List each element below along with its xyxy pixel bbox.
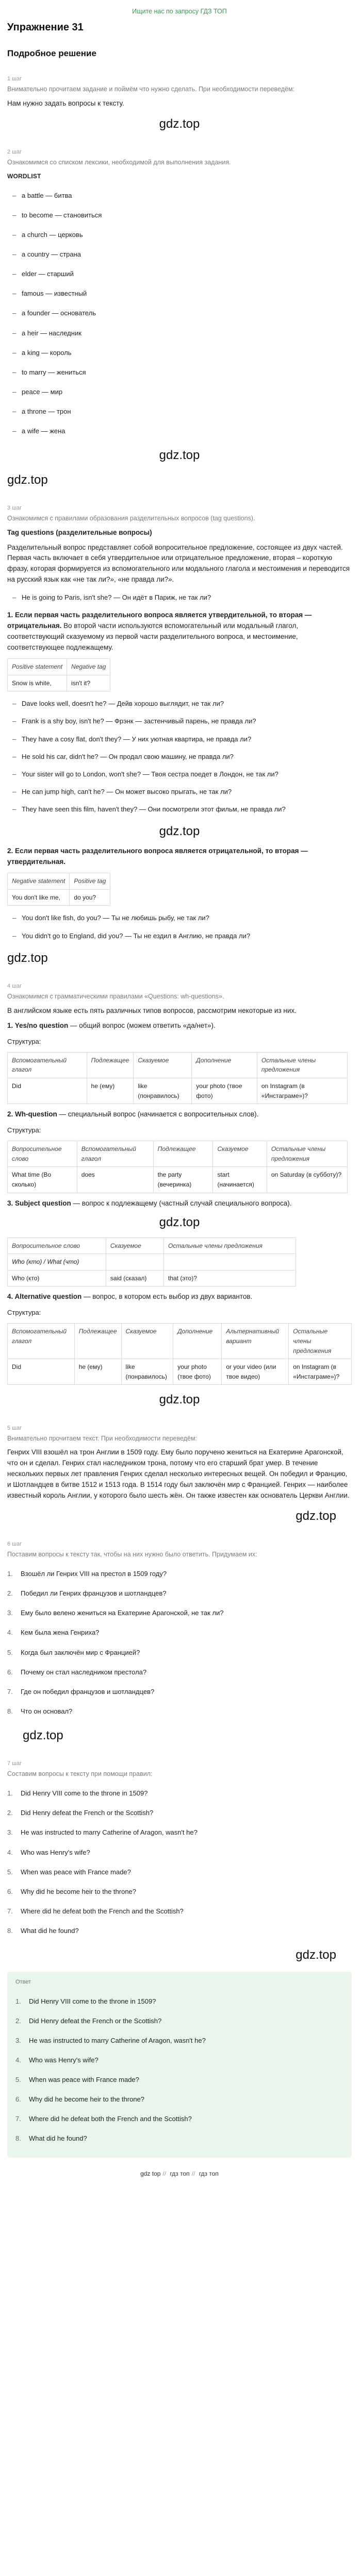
table-header: Остальные члены предложения <box>257 1052 347 1078</box>
example-item: – He is going to Paris, isn't she? — Он идёт в Париж, не так ли? <box>7 592 352 603</box>
step-description: Внимательно прочитаем задание и поймём что нужно сделать. При необходимости переведём: <box>7 86 295 93</box>
example-list <box>7 699 352 815</box>
word-item: – a king — король <box>7 348 352 358</box>
watermark: gdz.top <box>7 951 48 965</box>
rule-bold: 1. Yes/no question <box>7 1021 69 1029</box>
list-item: 6. Why did he become heir to the throne? <box>7 1887 137 1895</box>
structure-label: Структура: <box>7 1037 41 1045</box>
table-header: Альтернативный вариант <box>222 1324 289 1359</box>
footer: gdz top // гдз топ // гдз топ <box>140 2170 219 2177</box>
rule-text <box>7 1021 352 1031</box>
rule-text <box>7 1109 352 1120</box>
list-item: 6. Почему он стал наследником престола? <box>7 1668 147 1676</box>
footer-link[interactable]: гдз топ <box>170 2170 190 2177</box>
rule-bold: 2. Wh-question <box>7 1110 57 1118</box>
answer-box <box>7 1972 352 2157</box>
rule-rest: Во второй части используются вспомогательный или модальный глагол, соответствующий сказуемому из первой части разделительного вопроса, и местоимение, соответствующее подлежащему. <box>7 622 299 652</box>
table-cell: Did <box>8 1359 75 1385</box>
word-item: – a battle — битва <box>7 191 352 201</box>
step-description: Ознакомимся со списком лексики, необходимой для выполнения задания. <box>7 159 231 166</box>
step-label: 6 шаг <box>7 1541 22 1548</box>
table-header: Negative statement <box>8 873 70 890</box>
step-label: 2 шаг <box>7 149 22 156</box>
example-item: – He sold his car, didn't he? — Он продал свою машину, не правда ли? <box>7 752 352 762</box>
word-item: – a country — страна <box>7 249 352 260</box>
example-item: – You don't like fish, do you? — Ты не любишь рыбу, не так ли? <box>7 913 352 923</box>
rule-heading: Tag questions (разделительные вопросы) <box>7 528 152 536</box>
table-cell: does <box>77 1167 153 1193</box>
example-item: – You didn't go to England, did you? — Ты не ездил в Англию, не правда ли? <box>7 931 352 941</box>
tag-table <box>7 873 110 906</box>
rule-bold: 3. Subject question <box>7 1199 71 1207</box>
table-cell: he (ему) <box>74 1359 121 1385</box>
table-header: Вспомогательный глагол <box>77 1141 153 1167</box>
table-cell: isn't it? <box>67 675 110 691</box>
rule-rest: — вопрос к подлежащему (частный случай специального вопроса). <box>71 1199 292 1207</box>
rule-text: В английском языке есть пять различных типов вопросов, рассмотрим некоторые из них. <box>7 1006 297 1014</box>
watermark: gdz.top <box>159 1215 200 1230</box>
table-header: Вспомогательный глагол <box>8 1324 75 1359</box>
table-cell: do you? <box>70 889 110 906</box>
promo-banner <box>7 0 352 16</box>
word-item: – famous — известный <box>7 289 352 299</box>
promo-link[interactable]: Ищите нас по запросу ГДЗ ТОП <box>132 8 227 15</box>
table-cell: or your video (или твое видео) <box>222 1359 289 1385</box>
table-cell: Who (кто) / What (что) <box>8 1254 106 1270</box>
table-cell: on Saturday (в субботу)? <box>267 1167 347 1193</box>
table-cell: that (это)? <box>163 1270 296 1286</box>
word-item: – to marry — жениться <box>7 367 352 378</box>
footer-link[interactable]: gdz top <box>140 2170 161 2177</box>
table-cell: your photo (твое фото) <box>173 1359 222 1385</box>
question-list-ru <box>7 1569 352 1717</box>
page-title: Упражнение 31 <box>7 22 84 33</box>
table-cell: Snow is white, <box>8 675 67 691</box>
rule-text: Разделительный вопрос представляет собой вопросительное предложение, состоящее из двух частей. Первая часть включает в себя утвердительное или отрицательное предложение, вторая – короткую фразу, которая формируется из вспомогательного или модального глагола и местоимения и переводится на русский язык как «не так ли?», «не правда ли?». <box>7 543 350 584</box>
rule-bold: 4. Alternative question <box>7 1293 82 1301</box>
table-header: Подлежащее <box>153 1141 213 1167</box>
table-cell <box>163 1254 296 1270</box>
list-item: 7. Where did he defeat both the French and the Scottish? <box>7 1907 184 1915</box>
list-item: 2. Did Henry defeat the French or the Scottish? <box>15 2016 162 2025</box>
table-header: Сказуемое <box>121 1324 173 1359</box>
list-item: 5. When was peace with France made? <box>7 1868 131 1876</box>
watermark: gdz.top <box>159 824 200 839</box>
list-item: 4. Кем была жена Генриха? <box>7 1629 100 1637</box>
table-header: Остальные члены предложения <box>163 1238 296 1254</box>
list-item: 2. Did Henry defeat the French or the Scottish? <box>7 1809 154 1817</box>
watermark: gdz.top <box>7 472 48 487</box>
table-header: Сказуемое <box>134 1052 192 1078</box>
step-description: Ознакомимся с правилами образования разделительных вопросов (tag questions). <box>7 514 255 522</box>
watermark: gdz.top <box>159 448 200 463</box>
table-cell: Did <box>8 1078 87 1104</box>
table-cell: start (начинается) <box>213 1167 267 1193</box>
example-item: – He can jump high, can't he? — Он может высоко прыгать, не так ли? <box>7 787 352 797</box>
watermark: gdz.top <box>23 1728 63 1743</box>
watermark: gdz.top <box>296 1509 336 1523</box>
table-cell: your photo (твое фото) <box>192 1078 257 1104</box>
list-item: 1. Взошёл ли Генрих VIII на престол в 1509 году? <box>7 1570 167 1578</box>
structure-table <box>7 1141 348 1193</box>
list-item: 1. Did Henry VIII come to the throne in 1509? <box>15 1997 156 2005</box>
example-item: – Your sister will go to London, won't she? — Твоя сестра поедет в Лондон, не так ли? <box>7 769 352 779</box>
tag-table <box>7 658 110 691</box>
list-item: 6. Why did he become heir to the throne? <box>15 2095 145 2104</box>
step-description: Внимательно прочитаем текст. При необходимости переведём: <box>7 1434 197 1442</box>
rule-bold: 1. Если первая часть разделительного вопроса является утвердительной, то вторая — отрицательная. <box>7 611 312 630</box>
answer-list <box>15 1996 343 2144</box>
example-item: – They have a cosy flat, don't they? — У них уютная квартира, не правда ли? <box>7 734 352 744</box>
list-item: 7. Where did he defeat both the French and the Scottish? <box>15 2115 192 2123</box>
wordlist <box>7 191 352 437</box>
table-cell: he (ему) <box>87 1078 134 1104</box>
list-item: 8. Что он основал? <box>7 1707 73 1716</box>
structure-label: Структура: <box>7 1126 41 1134</box>
rule-rest: — вопрос, в котором есть выбор из двух вариантов. <box>81 1293 253 1301</box>
table-header: Negative tag <box>67 659 110 675</box>
word-item: – peace — мир <box>7 387 352 397</box>
table-header: Positive statement <box>8 659 67 675</box>
table-header: Сказуемое <box>106 1238 163 1254</box>
table-cell: on Instagram (в «Инстаграме»)? <box>289 1359 352 1385</box>
list-item: 2. Победил ли Генрих французов и шотландцев? <box>7 1589 167 1598</box>
structure-label: Структура: <box>7 1309 41 1317</box>
structure-table <box>7 1238 296 1287</box>
table-header: Остальные члены предложения <box>289 1324 352 1359</box>
table-header: Сказуемое <box>213 1141 267 1167</box>
list-item: 8. What did he found? <box>15 2134 87 2143</box>
list-item: 4. Who was Henry's wife? <box>15 2056 99 2064</box>
word-item: – a heir — наследник <box>7 328 352 338</box>
list-item: 3. He was instructed to marry Catherine of Aragon, wasn't he? <box>15 2036 206 2044</box>
rule-rest: — общий вопрос (можем ответить «да/нет»). <box>68 1021 216 1029</box>
story-text: Генрих VIII взошёл на трон Англии в 1509 году. Ему было поручено жениться на Екатерине Арагонской, что он и сделал. Генрих стал наследником трона, потому что его старший брат умер. В течение нескольких первых лет правления Генрих сделал несколько интересных вещей. Он победил и Францию, и Шотландцев в битве 1512 и 1513 года. В 1514 году был заключён мир с Францией. Генрих — наиболее известный король Англии, у которого было шесть жён. Он также известен как основатель Церкви Англии. <box>7 1448 350 1500</box>
step-description: Ознакомимся с грамматическими правилами «Questions: wh-questions». <box>7 992 224 1000</box>
word-item: – elder — старший <box>7 269 352 279</box>
list-item: 4. Who was Henry's wife? <box>7 1848 90 1856</box>
rule-text <box>7 1198 352 1209</box>
example-list <box>7 913 352 941</box>
table-cell: What time (Во сколько) <box>8 1167 77 1193</box>
table-cell: You don't like me, <box>8 889 70 906</box>
list-item: 7. Где он победил французов и шотландцев? <box>7 1687 155 1696</box>
table-cell: like (понравилось) <box>134 1078 192 1104</box>
word-item: – a founder — основатель <box>7 308 352 318</box>
rule-bold: 2. Если первая часть разделительного вопроса является отрицательной, то вторая — утвердительная. <box>7 847 308 866</box>
table-cell: like (понравилось) <box>121 1359 173 1385</box>
table-header: Positive tag <box>70 873 110 890</box>
list-item: 5. When was peace with France made? <box>15 2076 139 2084</box>
table-cell: on Instagram (в «Инстаграме»)? <box>257 1078 347 1104</box>
table-cell: Who (кто) <box>8 1270 106 1286</box>
table-header: Дополнение <box>173 1324 222 1359</box>
wordlist-title: WORDLIST <box>7 173 41 180</box>
table-header: Вопросительное слово <box>8 1238 106 1254</box>
list-item: 1. Did Henry VIII come to the throne in 1509? <box>7 1789 148 1798</box>
word-item: – a church — церковь <box>7 230 352 240</box>
example-item: – Dave looks well, doesn't he? — Дейв хорошо выглядит, не так ли? <box>7 699 352 709</box>
step-label: 5 шаг <box>7 1425 22 1431</box>
solution-subtitle: Подробное решение <box>7 48 96 58</box>
table-header: Вопросительное слово <box>8 1141 77 1167</box>
word-item: – a throne — трон <box>7 406 352 417</box>
list-item: 8. What did he found? <box>7 1927 79 1935</box>
table-cell: the party (вечеринка) <box>153 1167 213 1193</box>
table-header: Вспомогательный глагол <box>8 1052 87 1078</box>
structure-table <box>7 1052 348 1104</box>
example-list <box>7 592 352 603</box>
watermark: gdz.top <box>159 1393 200 1407</box>
list-item: 5. Когда был заключён мир с Францией? <box>7 1648 140 1656</box>
list-item: 3. He was instructed to marry Catherine of Aragon, wasn't he? <box>7 1828 198 1837</box>
table-header: Подлежащее <box>74 1324 121 1359</box>
table-cell <box>106 1254 163 1270</box>
word-item: – to become — становиться <box>7 210 352 221</box>
step-label: 7 шаг <box>7 1760 22 1767</box>
answer-label: Ответ <box>15 1979 31 1986</box>
watermark: gdz.top <box>159 117 200 131</box>
example-item: – They have seen this film, haven't they? — Они посмотрели этот фильм, не правда ли? <box>7 804 352 815</box>
word-item: – a wife — жена <box>7 426 352 436</box>
question-list-en <box>7 1788 352 1936</box>
table-header: Дополнение <box>192 1052 257 1078</box>
step-label: 3 шаг <box>7 504 22 511</box>
step-description: Составим вопросы к тексту при помощи правил: <box>7 1770 153 1778</box>
step-label: 4 шаг <box>7 982 22 989</box>
table-header: Остальные члены предложения <box>267 1141 347 1167</box>
step-label: 1 шаг <box>7 76 22 82</box>
translation-text: Нам нужно задать вопросы к тексту. <box>7 99 124 108</box>
table-cell: said (сказал) <box>106 1270 163 1286</box>
watermark: gdz.top <box>296 1948 336 1962</box>
structure-table <box>7 1323 352 1385</box>
step-description: Поставим вопросы к тексту так, чтобы на них нужно было ответить. Придумаем их: <box>7 1551 257 1558</box>
rule-text <box>7 1292 352 1302</box>
footer-link[interactable]: гдз топ <box>199 2170 219 2177</box>
rule-text <box>7 610 352 653</box>
list-item: 3. Ему было велено жениться на Екатерине Арагонской, не так ли? <box>7 1609 224 1617</box>
example-item: – Frank is a shy boy, isn't he? — Фрэнк — застенчивый парень, не правда ли? <box>7 716 352 726</box>
rule-rest: — специальный вопрос (начинается с вопросительных слов). <box>57 1110 259 1118</box>
table-header: Подлежащее <box>87 1052 134 1078</box>
